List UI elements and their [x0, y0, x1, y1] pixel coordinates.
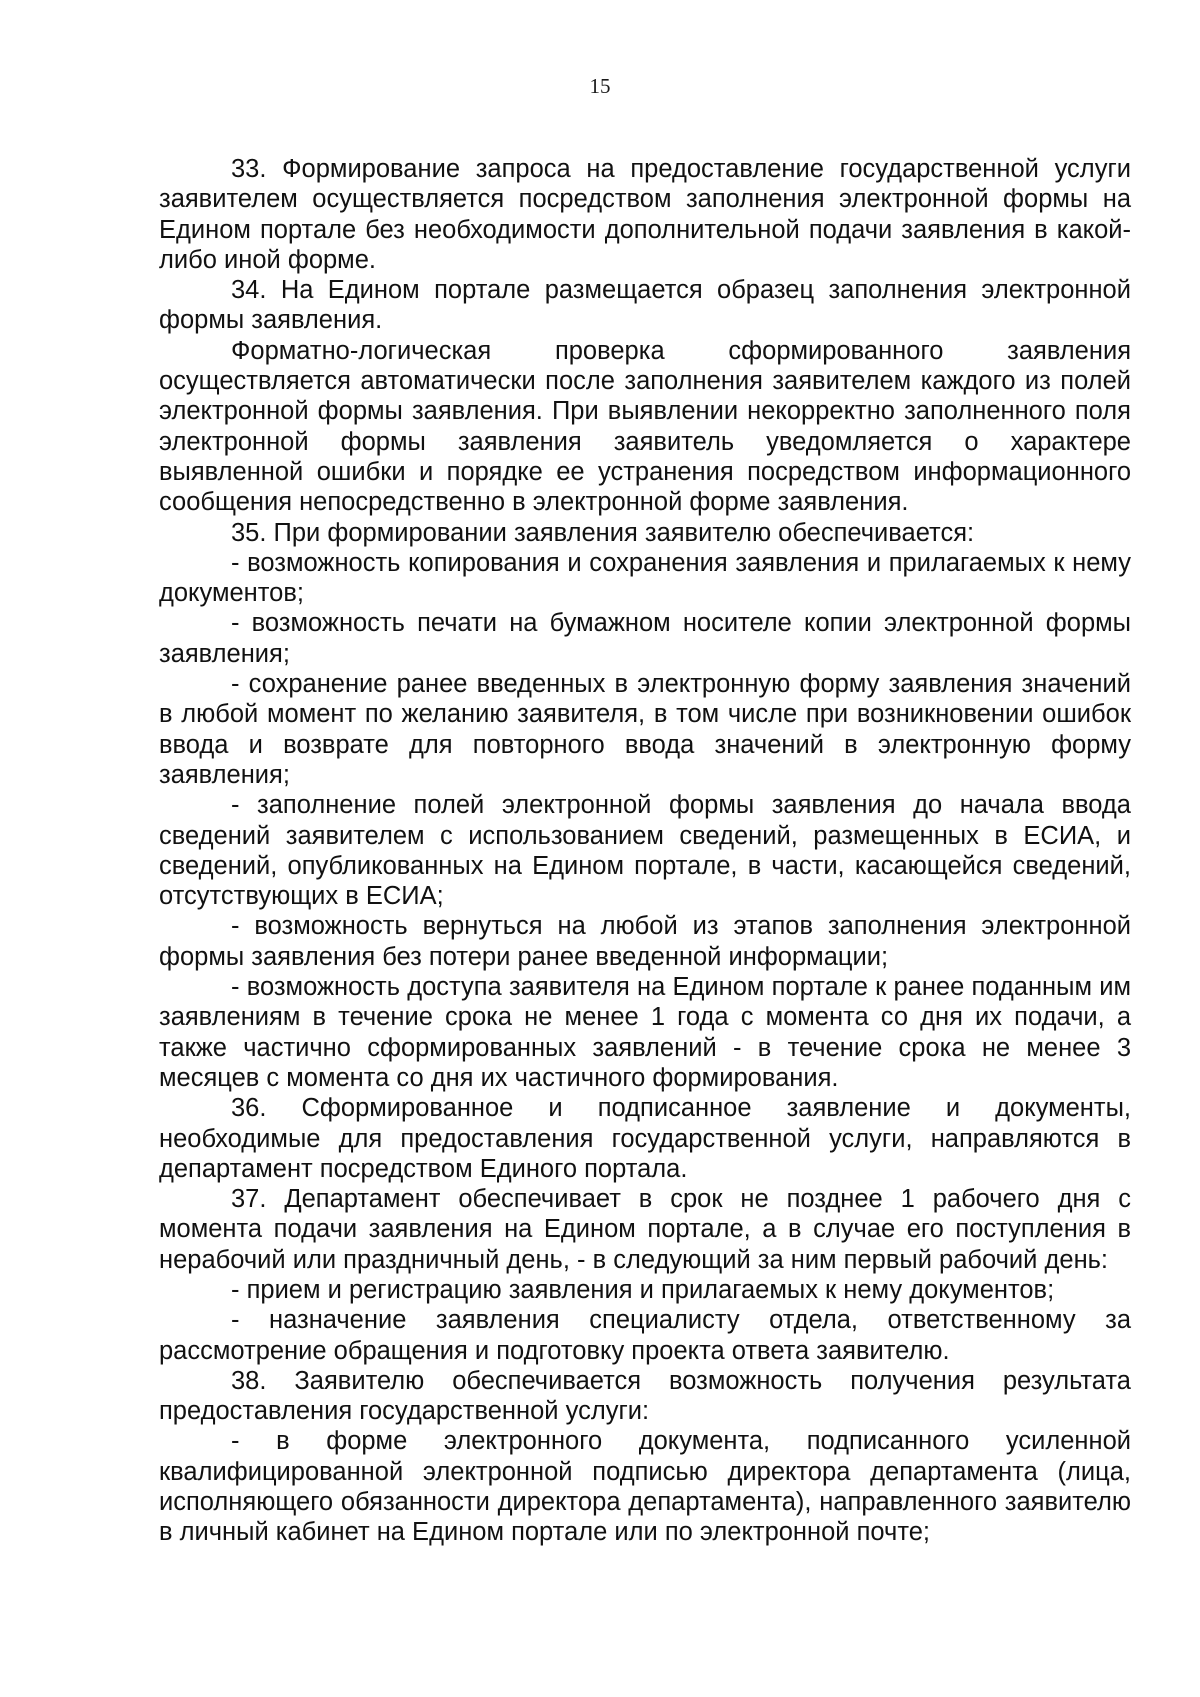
document-body — [159, 154, 1131, 1548]
paragraph-37: 37. Департамент обеспечивает в срок не позднее 1 рабочего дня с момента подачи заявления на Едином портале, а в случае его поступления в нерабочий или праздничный день, - в следующий за ним первый рабочий день: — [159, 1185, 1131, 1274]
list-item-assignment: - назначение заявления специалисту отдела, ответственному за рассмотрение обращения и подготовку проекта ответа заявителю. — [159, 1306, 1131, 1365]
paragraph-format-check: Форматно-логическая проверка сформированного заявления осуществляется автоматически после заполнения заявителем каждого из полей электронной формы заявления. При выявлении некорректно заполненного поля электронной формы заявления заявитель уведомляется о характере выявленной ошибки и порядке ее устранения посредством информационного сообщения непосредственно в электронной форме заявления. — [159, 336, 1131, 517]
list-item-access-history: - возможность доступа заявителя на Едином портале к ранее поданным им заявлениям в течение срока не менее 1 года с момента со дня их подачи, а также частично сформированных заявлений - в течение срока не менее 3 месяцев с момента со дня их частичного формирования. — [159, 973, 1131, 1092]
list-item-return-step: - возможность вернуться на любой из этапов заполнения электронной формы заявления без потери ранее введенной информации; — [159, 912, 1131, 971]
list-item-electronic-document: - в форме электронного документа, подписанного усиленной квалифицированной электронной подписью директора департамента (лица, исполняющего обязанности директора департамента), направленного заявителю в личный кабинет на Едином портале или по электронной почте; — [159, 1427, 1131, 1547]
list-item-autofill: - заполнение полей электронной формы заявления до начала ввода сведений заявителем с использованием сведений, размещенных в ЕСИА, и сведений, опубликованных на Едином портале, в части, касающейся сведений, отсутствующих в ЕСИА; — [159, 791, 1131, 911]
paragraph-36: 36. Сформированное и подписанное заявление и документы, необходимые для предоставления государственной услуги, направляются в департамент посредством Единого портала. — [159, 1094, 1131, 1183]
list-item-registration: - прием и регистрацию заявления и прилагаемых к нему документов; — [231, 1275, 1055, 1304]
paragraph-33: 33. Формирование запроса на предоставление государственной услуги заявителем осуществляется посредством заполнения электронной формы на Едином портале без необходимости дополнительной подачи заявления в какой-либо иной форме. — [159, 155, 1131, 274]
paragraph-34: 34. На Едином портале размещается образец заполнения электронной формы заявления. — [159, 276, 1131, 335]
paragraph-35: 35. При формировании заявления заявителю обеспечивается: — [231, 518, 975, 547]
list-item-save-values: - сохранение ранее введенных в электронную форму заявления значений в любой момент по желанию заявителя, в том числе при возникновении ошибок ввода и возврате для повторного ввода значений в электронную форму заявления; — [159, 670, 1131, 789]
list-item-print: - возможность печати на бумажном носителе копии электронной формы заявления; — [159, 609, 1131, 668]
list-item-copy-save: - возможность копирования и сохранения заявления и прилагаемых к нему документов; — [159, 548, 1131, 608]
paragraph-38: 38. Заявителю обеспечивается возможность получения результата предоставления государственной услуги: — [159, 1366, 1131, 1426]
page-number: 15 — [589, 74, 611, 98]
